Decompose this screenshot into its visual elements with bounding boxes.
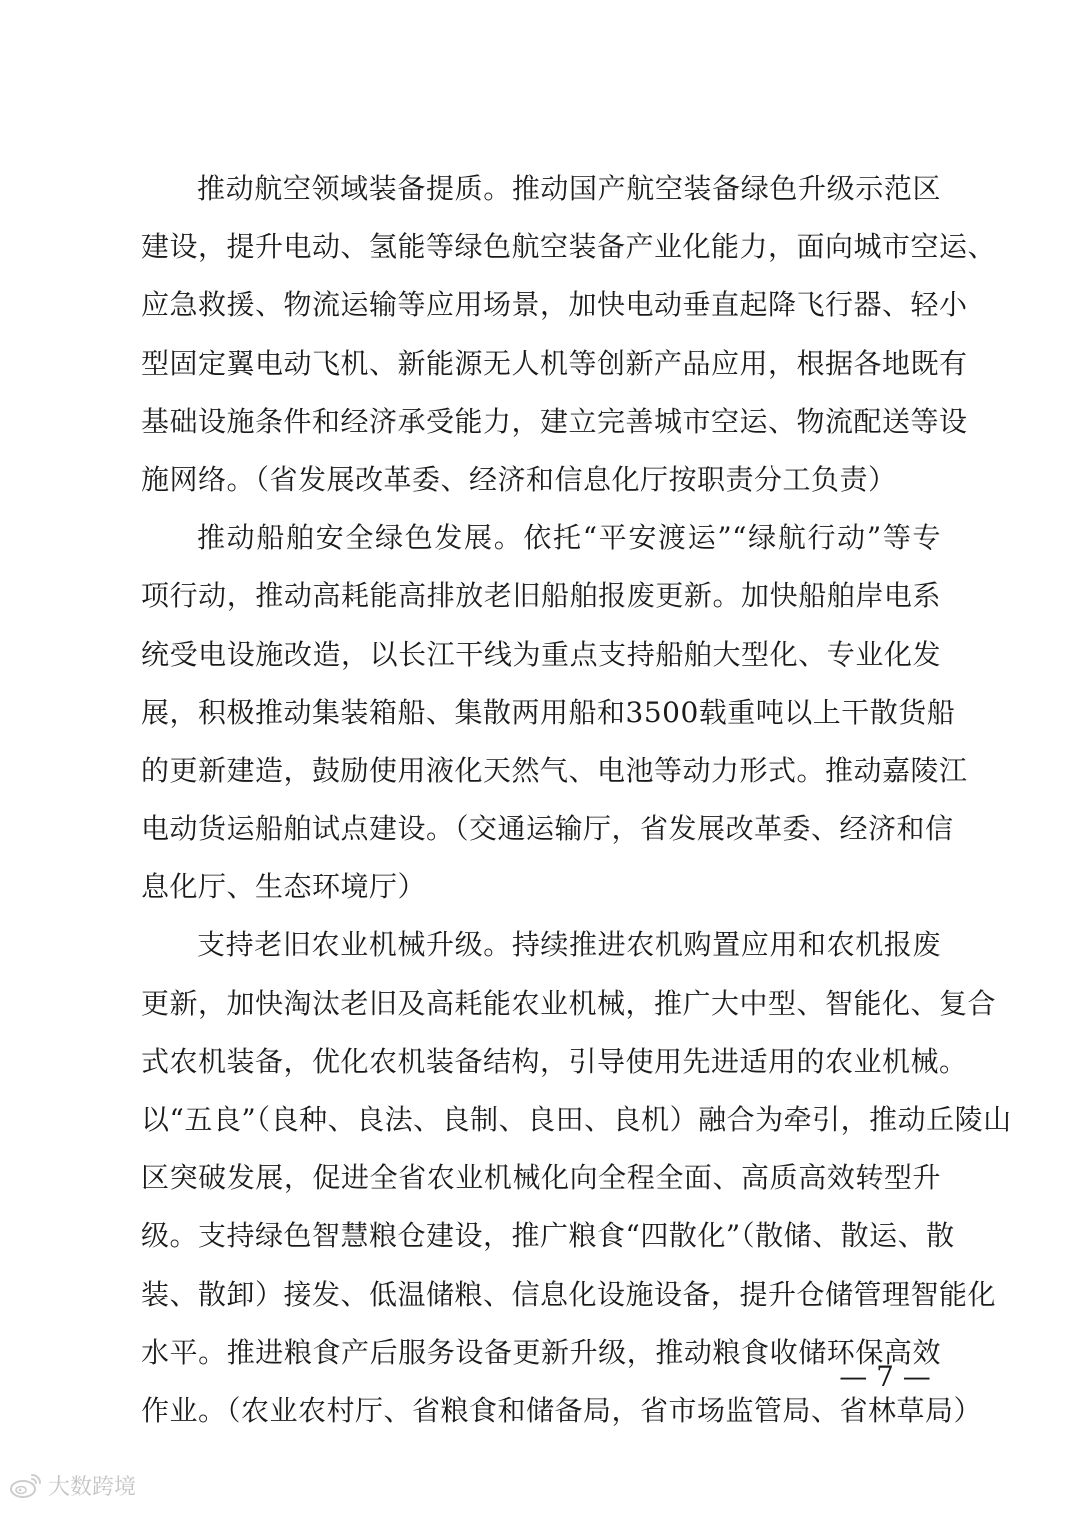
paragraph-shipping bbox=[141, 509, 968, 916]
text-line: 基础设施条件和经济承受能力，建立完善城市空运、物流配送等设 bbox=[141, 404, 968, 438]
text-line: 展，积极推动集装箱船、集散两用船和3500载重吨以上干散货船 bbox=[141, 695, 956, 729]
weibo-logo-icon bbox=[8, 1470, 44, 1500]
page-number: — 7 — bbox=[839, 1360, 931, 1393]
text-line: 水平。推进粮食产后服务设备更新升级，推动粮食收储环保高效 bbox=[141, 1335, 941, 1369]
text-line: 支持老旧农业机械升级。持续推进农机购置应用和农机报废 bbox=[197, 928, 941, 962]
paragraph-aviation bbox=[141, 160, 997, 509]
text-line: 以“五良”（良种、良法、良制、良田、良机）融合为牵引，推动丘陵山 bbox=[141, 1103, 1012, 1136]
text-line: 项行动，推动高耗能高排放老旧船舶报废更新。加快船舶岸电系 bbox=[141, 579, 941, 613]
text-line: 应急救援、物流运输等应用场景，加快电动垂直起降飞行器、轻小 bbox=[141, 288, 968, 322]
text-line: 级。支持绿色智慧粮仓建设，推广粮食“四散化”（散储、散运、散 bbox=[141, 1219, 955, 1253]
text-line: 施网络。（省发展改革委、经济和信息化厅按职责分工负责） bbox=[141, 462, 897, 496]
watermark-text: 大数跨境 bbox=[48, 1474, 137, 1500]
text-line: 推动航空领域装备提质。推动国产航空装备绿色升级示范区 bbox=[197, 172, 941, 205]
text-line: 建设，提升电动、氢能等绿色航空装备产业化能力，面向城市空运、 bbox=[141, 230, 997, 264]
watermark bbox=[8, 1467, 136, 1503]
text-line: 作业。（农业农村厅、省粮食和储备局，省市场监管局、省林草局） bbox=[141, 1393, 983, 1427]
text-line: 装、散卸）接发、低温储粮、信息化设施设备，提升仓储管理智能化 bbox=[141, 1277, 997, 1311]
text-line: 息化厅、生态环境厅） bbox=[141, 870, 427, 904]
text-line: 统受电设施改造，以长江干线为重点支持船舶大型化、专业化发 bbox=[141, 637, 941, 671]
text-line: 型固定翼电动飞机、新能源无人机等创新产品应用，根据各地既有 bbox=[141, 346, 968, 380]
document-body bbox=[141, 160, 1012, 1440]
text-line: 电动货运船舶试点建设。（交通运输厅，省发展改革委、经济和信 bbox=[141, 812, 954, 846]
text-line: 更新，加快淘汰老旧及高耗能农业机械，推广大中型、智能化、复合 bbox=[141, 986, 997, 1020]
text-line: 区突破发展，促进全省农业机械化向全程全面、高质高效转型升 bbox=[141, 1161, 941, 1195]
text-line: 式农机装备，优化农机装备结构，引导使用先进适用的农业机械。 bbox=[141, 1044, 968, 1078]
text-line: 推动船舶安全绿色发展。依托“平安渡运”“绿航行动”等专 bbox=[197, 521, 941, 555]
text-line: 的更新建造，鼓励使用液化天然气、电池等动力形式。推动嘉陵江 bbox=[141, 753, 968, 787]
